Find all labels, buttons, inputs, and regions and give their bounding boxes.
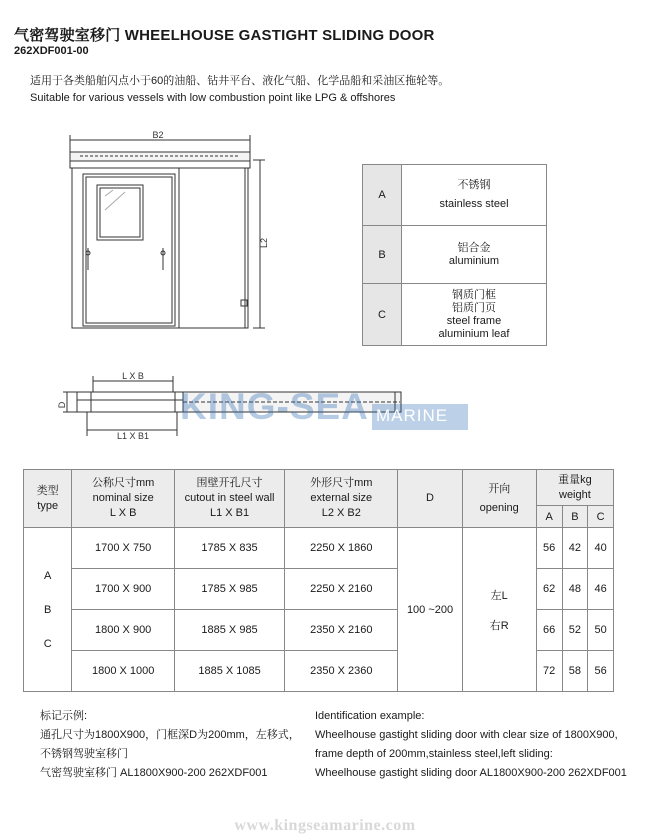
header-cn: 围壁开孔尺寸	[196, 477, 263, 489]
material-line: 铝合金	[457, 241, 491, 254]
material-row-a	[363, 165, 547, 226]
material-line: stainless steel	[439, 198, 509, 210]
header-en: external size	[310, 492, 373, 504]
external-cell: 2250 X 2160	[285, 569, 398, 610]
header-cn: 公称尺寸mm	[92, 477, 155, 489]
example-line: 气密驾驶室移门 AL1800X900-200 262XDF001	[40, 767, 268, 779]
header-weight-c: C	[588, 506, 614, 528]
material-key: A	[363, 165, 402, 226]
spec-table	[23, 469, 614, 692]
nominal-cell: 1700 X 750	[72, 528, 175, 569]
weight-c-cell: 40	[588, 528, 614, 569]
header-en: type	[37, 499, 59, 512]
external-cell: 2250 X 1860	[285, 528, 398, 569]
d-cell: 100 ~200	[398, 528, 462, 692]
weight-a-cell: 66	[536, 610, 562, 651]
nominal-cell: 1700 X 900	[72, 569, 175, 610]
weight-c-cell: 46	[588, 569, 614, 610]
material-key: B	[363, 226, 402, 284]
weight-b-cell: 58	[562, 651, 588, 692]
description-cn: 适用于各类船舶闪点小于60的油船、钻井平台、液化气船、化学品船和采油区拖轮等。	[30, 75, 450, 87]
material-row-b	[363, 226, 547, 284]
material-desc	[402, 226, 547, 284]
example-line: 不锈钢驾驶室移门	[40, 748, 128, 760]
type-value: B	[44, 603, 52, 616]
cutout-cell: 1885 X 1085	[174, 651, 284, 692]
header-external	[285, 470, 398, 528]
header-weight-a: A	[536, 506, 562, 528]
material-line: aluminium	[448, 254, 500, 267]
header-sub: L X B	[109, 507, 137, 519]
watermark-brand: KING-SEA	[180, 386, 369, 427]
example-line: 通孔尺寸为1800X900，门框深D为200mm，左移式，	[40, 729, 300, 741]
opening-cell	[462, 528, 536, 692]
weight-b-cell: 48	[562, 569, 588, 610]
header-en: nominal size	[92, 492, 154, 504]
type-value: A	[44, 569, 52, 582]
brand-watermark	[180, 386, 480, 438]
nominal-cell: 1800 X 900	[72, 610, 175, 651]
header-d: D	[398, 470, 462, 528]
external-cell: 2350 X 2160	[285, 610, 398, 651]
model-number: 262XDF001-00	[14, 45, 89, 57]
cutout-cell: 1785 X 985	[174, 569, 284, 610]
header-sub: L2 X B2	[321, 507, 361, 519]
weight-a-cell: 72	[536, 651, 562, 692]
header-en: opening	[479, 501, 519, 514]
material-desc	[402, 284, 547, 346]
example-line: 标记示例:	[40, 710, 88, 722]
weight-a-cell: 56	[536, 528, 562, 569]
opening-value: 左L	[490, 589, 508, 602]
website-footer: www.kingseamarine.com	[234, 817, 416, 834]
example-cn	[40, 707, 300, 783]
material-line: 铝质门页	[452, 301, 496, 314]
table-row	[24, 528, 614, 569]
header-opening	[462, 470, 536, 528]
opening-value: 右R	[489, 619, 509, 632]
header-cn: 类型	[36, 484, 59, 497]
header-row	[24, 470, 614, 506]
header-cn: 开向	[488, 482, 511, 495]
page-title: 气密驾驶室移门 WHEELHOUSE GASTIGHT SLIDING DOOR	[14, 27, 435, 44]
weight-a-cell: 62	[536, 569, 562, 610]
example-line: Wheelhouse gastight sliding door AL1800X900-200 262XDF001	[315, 767, 627, 779]
header-weight	[536, 470, 613, 506]
material-line: steel frame	[446, 314, 502, 327]
header-en: weight	[559, 488, 591, 501]
cutout-cell: 1785 X 835	[174, 528, 284, 569]
weight-c-cell: 50	[588, 610, 614, 651]
external-cell: 2350 X 2360	[285, 651, 398, 692]
header-en: cutout in steel wall	[184, 492, 275, 504]
header-weight-b: B	[562, 506, 588, 528]
d-label: D	[57, 401, 67, 409]
type-value: C	[43, 637, 52, 650]
material-line: 不锈钢	[457, 179, 491, 191]
material-line: aluminium leaf	[438, 327, 510, 340]
example-en	[315, 707, 627, 783]
weight-b-cell: 52	[562, 610, 588, 651]
header-sub: L1 X B1	[209, 507, 250, 519]
header-cn: 重量kg	[558, 473, 592, 486]
l1xb1-label: L1 X B1	[116, 431, 150, 441]
weight-b-cell: 42	[562, 528, 588, 569]
material-table	[362, 164, 547, 346]
l2-label: L2	[259, 237, 269, 248]
nominal-cell: 1800 X 1000	[72, 651, 175, 692]
example-line: Wheelhouse gastight sliding door with clear size of 1800X900,	[315, 729, 618, 741]
header-cn: 外形尺寸mm	[310, 477, 373, 489]
material-line: 钢质门框	[452, 288, 496, 301]
weight-c-cell: 56	[588, 651, 614, 692]
header-nominal	[72, 470, 175, 528]
header-cutout	[174, 470, 284, 528]
material-key: C	[363, 284, 402, 346]
cutout-cell: 1885 X 985	[174, 610, 284, 651]
type-cell	[24, 528, 72, 692]
material-row-c	[363, 284, 547, 346]
header-type	[24, 470, 72, 528]
watermark-marine: MARINE	[376, 406, 449, 425]
description-en: Suitable for various vessels with low combustion point like LPG & offshores	[30, 92, 396, 104]
material-desc	[402, 165, 547, 226]
example-line: frame depth of 200mm,stainless steel,left sliding:	[315, 748, 553, 760]
example-line: Identification example:	[315, 710, 425, 722]
front-elevation-drawing	[55, 130, 280, 350]
b2-label: B2	[152, 130, 164, 140]
lxb-label: L X B	[122, 371, 144, 381]
